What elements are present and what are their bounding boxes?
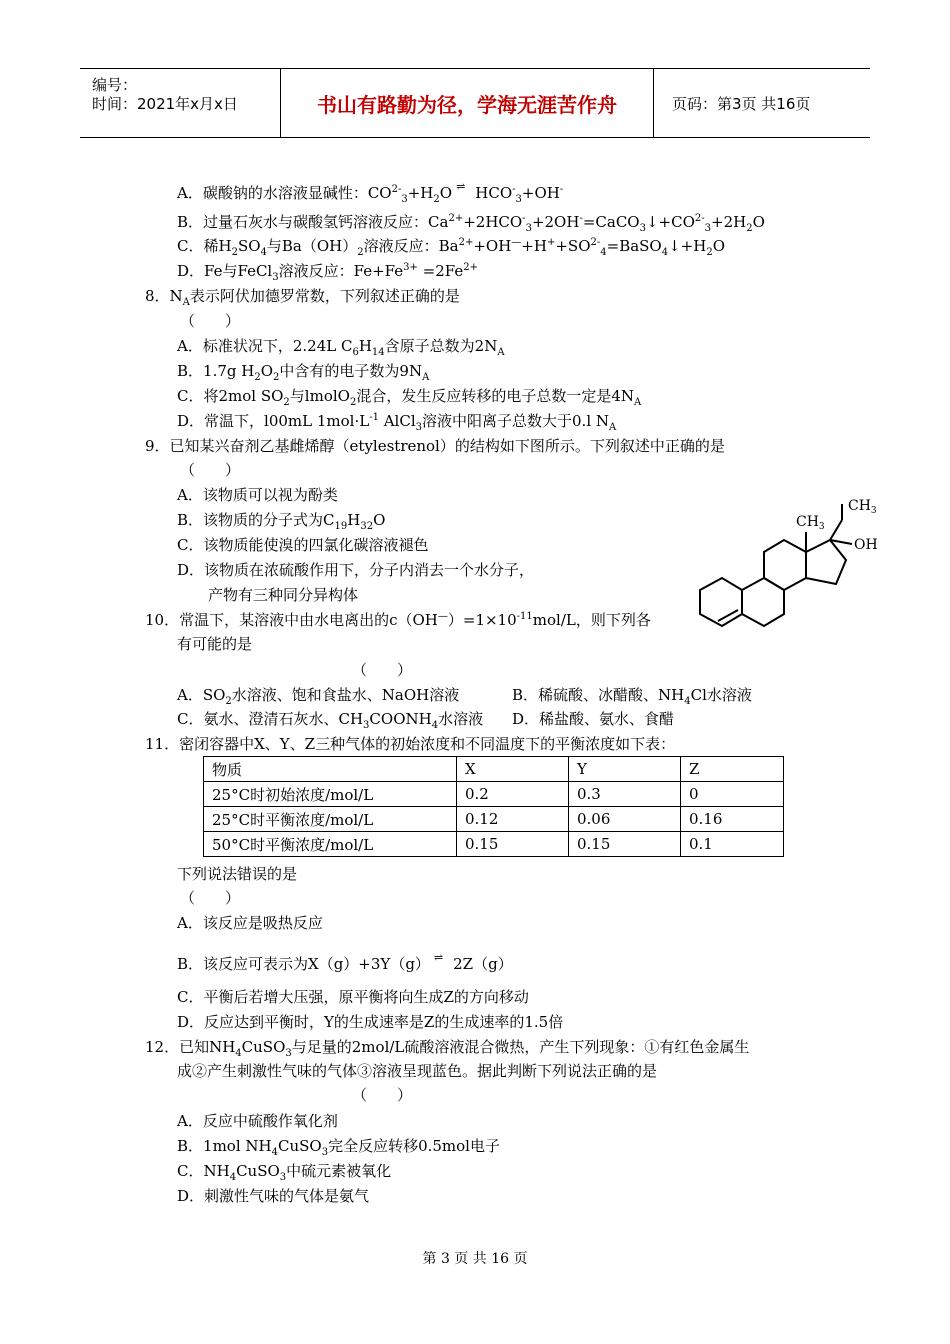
table-cell: 0.15 [457, 832, 569, 857]
q7-option-d: D．Fe与FeCl$_3$溶液反应：$Fe+Fe^{3+} =2Fe^{2+}$ [177, 262, 478, 283]
table-cell: 0.2 [457, 782, 569, 807]
number-label: 编号： [92, 76, 138, 94]
q8-option-b: B．1.7g $H_2O_2$中含有的电子数为$9N_A$ [177, 362, 430, 383]
q7-option-b: B．过量石灰水与碳酸氢钙溶液反应：$Ca^{2+}+2HCO^-_3+2OH^-=CaCO_3↓+CO^{2-}_3+2H_2O$ [177, 213, 765, 234]
methyl-label: $CH_3$ [796, 514, 825, 532]
q8-option-d: D．常温下，l00mL $1mol\cdot L^{-1}$ AlCl$_3$溶液中阳离子总数大于0.l $N_A$ [177, 412, 617, 433]
q12-paren: （ ） [352, 1086, 413, 1104]
table-cell: 0.12 [457, 807, 569, 832]
table-cell: 0.1 [681, 832, 784, 857]
date-label: 时间：2021年x月x日 [92, 95, 238, 113]
page-footer: 第 3 页 共 16 页 [422, 1251, 528, 1267]
header-left [80, 69, 281, 137]
molecular-structure [680, 490, 880, 640]
q11-after: 下列说法错误的是 [177, 865, 298, 883]
q9-paren: （ ） [180, 461, 241, 479]
table-cell: 0.3 [569, 782, 681, 807]
table-cell: 0.06 [569, 807, 681, 832]
table-cell: X [457, 757, 569, 782]
table-row [204, 807, 784, 832]
table-cell: 25°C时初始浓度/mol/L [204, 782, 457, 807]
equilibrium-arrow-icon: ⇌ [433, 951, 444, 964]
table-row [204, 782, 784, 807]
q10-stem: 10．常温下，某溶液中由水电离出的$c(OH^—)=1\times 10^{-11}mol/L$，则下列各 [145, 611, 651, 629]
hydroxyl-label: OH [854, 537, 878, 553]
motto: 书山有路勤为径，学海无涯苦作舟 [281, 69, 654, 137]
q11-paren: （ ） [180, 889, 241, 907]
q12-option-c: C．$NH_4CuSO_3$中硫元素被氧化 [177, 1162, 392, 1183]
q8-paren: （ ） [180, 312, 241, 330]
q11-option-d: D．反应达到平衡时，Y的生成速率是Z的生成速率的1.5倍 [177, 1013, 564, 1031]
table-cell: 0.16 [681, 807, 784, 832]
table-row [204, 832, 784, 857]
q9-option-a: A．该物质可以视为酚类 [177, 486, 338, 504]
q7-option-c: C．稀$H_2SO_4$与$Ba(OH)_2$溶液反应：$Ba^{2+}+OH^—+H^++SO^{2-}_4=BaSO_4↓+H_2O$ [177, 237, 726, 258]
table-cell: 0 [681, 782, 784, 807]
q12-option-b: B．1mol $NH_4CuSO_3$完全反应转移0.5mol电子 [177, 1137, 500, 1158]
q7-option-a: A．碳酸钠的水溶液显碱性：$CO^{2-}_3+H_2O$ ⇌ $HCO^-_3+OH^-$ [177, 180, 564, 205]
q9-option-d-cont: 产物有三种同分异构体 [208, 586, 359, 604]
q10-option-a: A．$SO_2$水溶液、饱和食盐水、NaOH溶液 [177, 686, 460, 707]
q12-stem-line2: 成②产生刺激性气味的气体③溶液呈现蓝色。据此判断下列说法正确的是 [177, 1062, 658, 1080]
table-cell: 25°C时平衡浓度/mol/L [204, 807, 457, 832]
q9-option-d: D．该物质在浓硫酸作用下，分子内消去一个水分子， [177, 561, 535, 579]
table-cell: 50°C时平衡浓度/mol/L [204, 832, 457, 857]
table-cell: 物质 [204, 757, 457, 782]
q9-option-b: B．该物质的分子式为$C_{19}H_{32}O$ [177, 511, 386, 532]
ethyl-label: $CH_3$ [848, 498, 877, 516]
table-cell: Z [681, 757, 784, 782]
q11-stem: 11．密闭容器中X、Y、Z三种气体的初始浓度和不同温度下的平衡浓度如下表： [145, 735, 676, 753]
q10-stem-line2: 有可能的是 [177, 635, 253, 653]
q9-option-c: C．该物质能使溴的四氯化碳溶液褪色 [177, 536, 429, 554]
table-cell: 0.15 [569, 832, 681, 857]
q12-option-d: D．刺激性气味的气体是氨气 [177, 1187, 370, 1205]
q10-option-c: C．氨水、澄清石灰水、$CH_3COONH_4$水溶液 [177, 710, 484, 731]
table-row [204, 757, 784, 782]
q11-option-a: A．该反应是吸热反应 [177, 914, 323, 932]
q8-option-a: A．标准状况下，2.24L $C_6H_{14}$含原子总数为$2N_A$ [177, 337, 505, 358]
q12-option-a: A．反应中硫酸作氧化剂 [177, 1112, 338, 1130]
q9-stem: 9．已知某兴奋剂乙基雌烯醇（etylestrenol）的结构如下图所示。下列叙述中正确的是 [145, 437, 725, 455]
page-header [80, 68, 870, 138]
q8-stem: 8．$N_A$表示阿伏加德罗常数，下列叙述正确的是 [145, 287, 460, 308]
page-label: 页码：第3页 共16页 [672, 94, 811, 113]
q10-option-d: D．稀盐酸、氨水、食醋 [512, 710, 675, 728]
q10-paren: （ ） [352, 661, 413, 679]
equilibrium-table [203, 756, 784, 857]
q12-stem: 12．已知$NH_4CuSO_3$与足量的2mol/L硫酸溶液混合微热，产生下列现象：①有红色金属生 [145, 1038, 750, 1059]
table-cell: Y [569, 757, 681, 782]
q8-option-c: C．将2mol $SO_2$与lmolO$_2$混合，发生反应转移的电子总数一定是$4N_A$ [177, 387, 642, 408]
q10-option-b: B．稀硫酸、冰醋酸、$NH_4Cl$水溶液 [512, 686, 752, 707]
q11-option-c: C．平衡后若增大压强，原平衡将向生成Z的方向移动 [177, 988, 529, 1006]
equilibrium-arrow-icon: ⇌ [456, 180, 466, 193]
q11-option-b: B．该反应可表示为X（g）+3Y（g） ⇌ 2Z（g） [177, 951, 513, 973]
